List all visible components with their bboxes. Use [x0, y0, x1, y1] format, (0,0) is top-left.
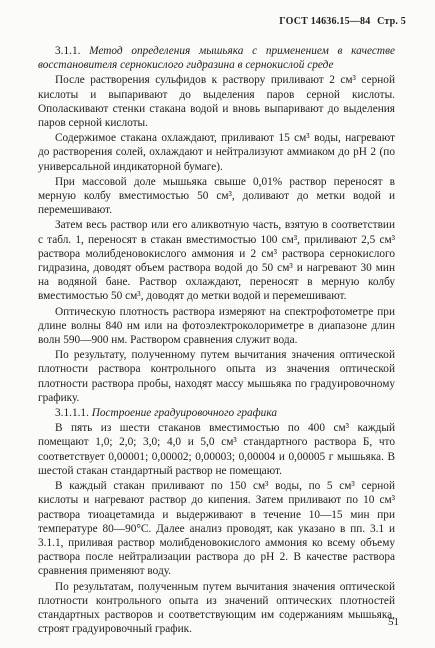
section-heading-3-1-1-1	[38, 406, 395, 420]
paragraph: По результатам, полученным путем вычитания значения оптической плотности контрольного опыта из значений оптических плотностей стандартных растворов и соответствующим им содержаниям мышьяка, строят градуировочный график.	[38, 580, 395, 636]
page-header	[279, 16, 406, 27]
section-number: 3.1.1.1.	[55, 407, 89, 420]
paragraph: При массовой доле мышьяка свыше 0,01% раствор переносят в мерную колбу вместимостью 50 см³, доливают до метки водой и перемешивают.	[38, 175, 395, 217]
section-title: Построение градуировочного графика	[91, 407, 277, 420]
paragraph: В каждый стакан приливают по 150 см³ воды, по 5 см³ серной кислоты и нагревают раствор до кипения. Затем приливают по 10 см³ раствора тиоацетамида и выдерживают в течение 10—15 мин при температуре 80—90°С. Далее анализ проводят, как указано в пп. 3.1 и 3.1.1, приливая раствор молибденовокислого аммония ко всему объему раствора после нейтрализации раствора до рН 2. В качестве раствора сравнения применяют воду.	[38, 480, 395, 578]
paragraph: После растворения сульфидов к раствору приливают 2 см³ серной кислоты и выпаривают до выделения паров серной кислоты. Ополаскивают стенки стакана водой и вновь выпаривают до выделения паров серной кислоты.	[38, 74, 395, 130]
page-number: 51	[388, 616, 399, 628]
paragraph: Затем весь раствор или его аликвотную часть, взятую в соответствии с табл. 1, переносят в стакан вместимостью 100 см³, приливают 2,5 см³ раствора молибденовокислого аммония и 2 см³ раствора сернокислого гидразина, доводят объем раствора водой до 50 см³ и нагревают 30 мин на водяной бане. Раствор охлаждают, переносят в мерную колбу вместимостью 50 см³, доводят до метки водой и перемешивают.	[38, 219, 395, 303]
standard-number: ГОСТ 14636.15—84	[279, 16, 371, 27]
section-title: Метод определения мышьяка с применением в качестве восстановителя сернокислого гидразина в сернокислой среде	[38, 45, 395, 72]
document-body	[38, 44, 395, 637]
paragraph: Содержимое стакана охлаждают, приливают 15 см³ воды, нагревают до растворения солей, охлаждают и нейтрализуют аммиаком до рН 2 (по универсальной индикаторной бумаге).	[38, 132, 395, 173]
page-label: Стр. 5	[377, 16, 406, 27]
paragraph: Оптическую плотность раствора измеряют на спектрофотометре при длине волны 840 нм или на фотоэлектроколориметре в диапазоне длин волн 590—900 нм. Раствором сравнения служит вода.	[38, 305, 395, 347]
section-heading-3-1-1	[38, 44, 395, 72]
paragraph: В пять из шести стаканов вместимостью по 400 см³ каждый помещают 1,0; 2,0; 3,0; 4,0 и 5,0 см³ стандартного раствора Б, что соответствует 0,00001; 0,00002; 0,00003; 0,00004 и 0,00005 г мышьяка. В шестой стакан стандартный раствор не помещают.	[38, 422, 395, 477]
paragraph: По результату, полученному путем вычитания значения оптической плотности раствора контрольного опыта из значения оптической плотности раствора пробы, находят массу мышьяка по градуировочному графику.	[38, 349, 395, 404]
section-number: 3.1.1.	[55, 45, 81, 57]
